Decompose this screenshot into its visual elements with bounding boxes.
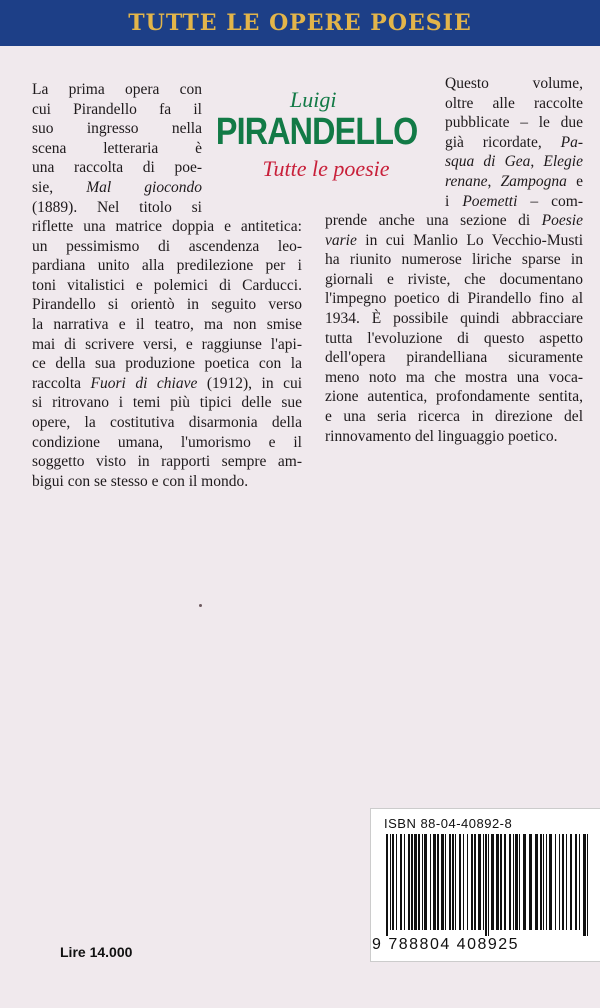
text-line: mai di scrivere versi, e raggiunse l'api- bbox=[32, 335, 302, 353]
text-line: bigui con se stesso e con il mondo. bbox=[32, 472, 249, 490]
left-column-wide bbox=[32, 217, 302, 491]
text-line: pardiana unito alla predilezione per i bbox=[32, 257, 302, 275]
author-last-name: PIRANDELLO bbox=[215, 111, 418, 153]
isbn-number: ISBN 88-04-40892-8 bbox=[384, 816, 513, 831]
text-line: raccolta Fuori di chiave (1912), in cui bbox=[32, 374, 303, 392]
text-line: ce della sua produzione poetica con la bbox=[32, 355, 302, 373]
text-line: sie, Mal giocondo bbox=[32, 178, 202, 196]
text-line: condizione umana, l'umorismo e il bbox=[32, 433, 302, 451]
text-line: ha riunito numerose liriche sparse in bbox=[325, 251, 583, 269]
text-line: un pessimismo di ascendenza leo- bbox=[32, 237, 302, 255]
right-column-wide bbox=[325, 211, 583, 446]
text-line: riflette una matrice doppia e antitetica: bbox=[32, 218, 302, 235]
text-line: i Poemetti – com- bbox=[445, 192, 583, 210]
text-line: Questo volume, bbox=[445, 75, 583, 92]
text-line: l'impegno poetico di Pirandello fino al bbox=[325, 290, 583, 308]
paper-speck bbox=[199, 604, 202, 607]
book-title: Tutte le poesie bbox=[262, 156, 390, 181]
text-line: cui Pirandello fa il bbox=[32, 100, 202, 118]
right-column-narrow bbox=[445, 74, 583, 211]
text-line: la narrativa e il teatro, ma non smise bbox=[32, 315, 302, 333]
text-line: giornali e riviste, che documentano bbox=[325, 270, 583, 288]
text-line: suo ingresso nella bbox=[32, 120, 202, 138]
text-line: scena letteraria è bbox=[32, 139, 202, 157]
text-line: toni vitalistici e polemici di Carducci. bbox=[32, 276, 302, 294]
text-line: una raccolta di poe- bbox=[32, 159, 202, 177]
text-line: (1889). Nel titolo si bbox=[32, 198, 202, 216]
series-banner bbox=[0, 0, 600, 46]
left-column-narrow bbox=[32, 80, 202, 217]
text-line: zione autentica, profondamente sentita, bbox=[325, 388, 583, 406]
text-line: Pirandello si orientò in seguito verso bbox=[32, 296, 302, 314]
text-line: dell'opera pirandelliana sicuramente bbox=[325, 349, 583, 367]
text-line: prende anche una sezione di Poesie bbox=[325, 212, 583, 229]
series-title: TUTTE LE OPERE POESIE bbox=[128, 10, 472, 36]
text-line: si ritrovano i temi più tipici delle sue bbox=[32, 394, 302, 412]
text-line: squa di Gea, Elegie bbox=[445, 153, 583, 171]
text-line: già ricordate, Pa- bbox=[445, 133, 583, 151]
text-line: 1934. È possibile quindi abbracciare bbox=[325, 309, 583, 327]
barcode-icon bbox=[384, 834, 590, 936]
text-line: meno noto ma che mostra una voca- bbox=[325, 368, 583, 386]
text-line: La prima opera con bbox=[32, 81, 202, 98]
text-line: oltre alle raccolte bbox=[445, 94, 583, 112]
title-block bbox=[200, 87, 418, 182]
text-line: e una seria ricerca in direzione del bbox=[325, 407, 583, 425]
ean-number: 9 788804 408925 bbox=[372, 936, 520, 953]
author-first-name: Luigi bbox=[290, 87, 337, 112]
text-line: soggetto visto in rapporti sempre am- bbox=[32, 453, 302, 471]
text-line: tutta l'evoluzione di questo aspetto bbox=[325, 329, 583, 347]
text-line: opere, la costitutiva disarmonia della bbox=[32, 413, 302, 431]
text-line: rinnovamento del linguaggio poetico. bbox=[325, 427, 558, 445]
text-line: varie in cui Manlio Lo Vecchio-Musti bbox=[325, 231, 583, 249]
price-label: Lire 14.000 bbox=[60, 944, 133, 960]
text-line: renane, Zampogna e bbox=[445, 172, 583, 190]
text-line: pubblicate – le due bbox=[445, 114, 583, 132]
